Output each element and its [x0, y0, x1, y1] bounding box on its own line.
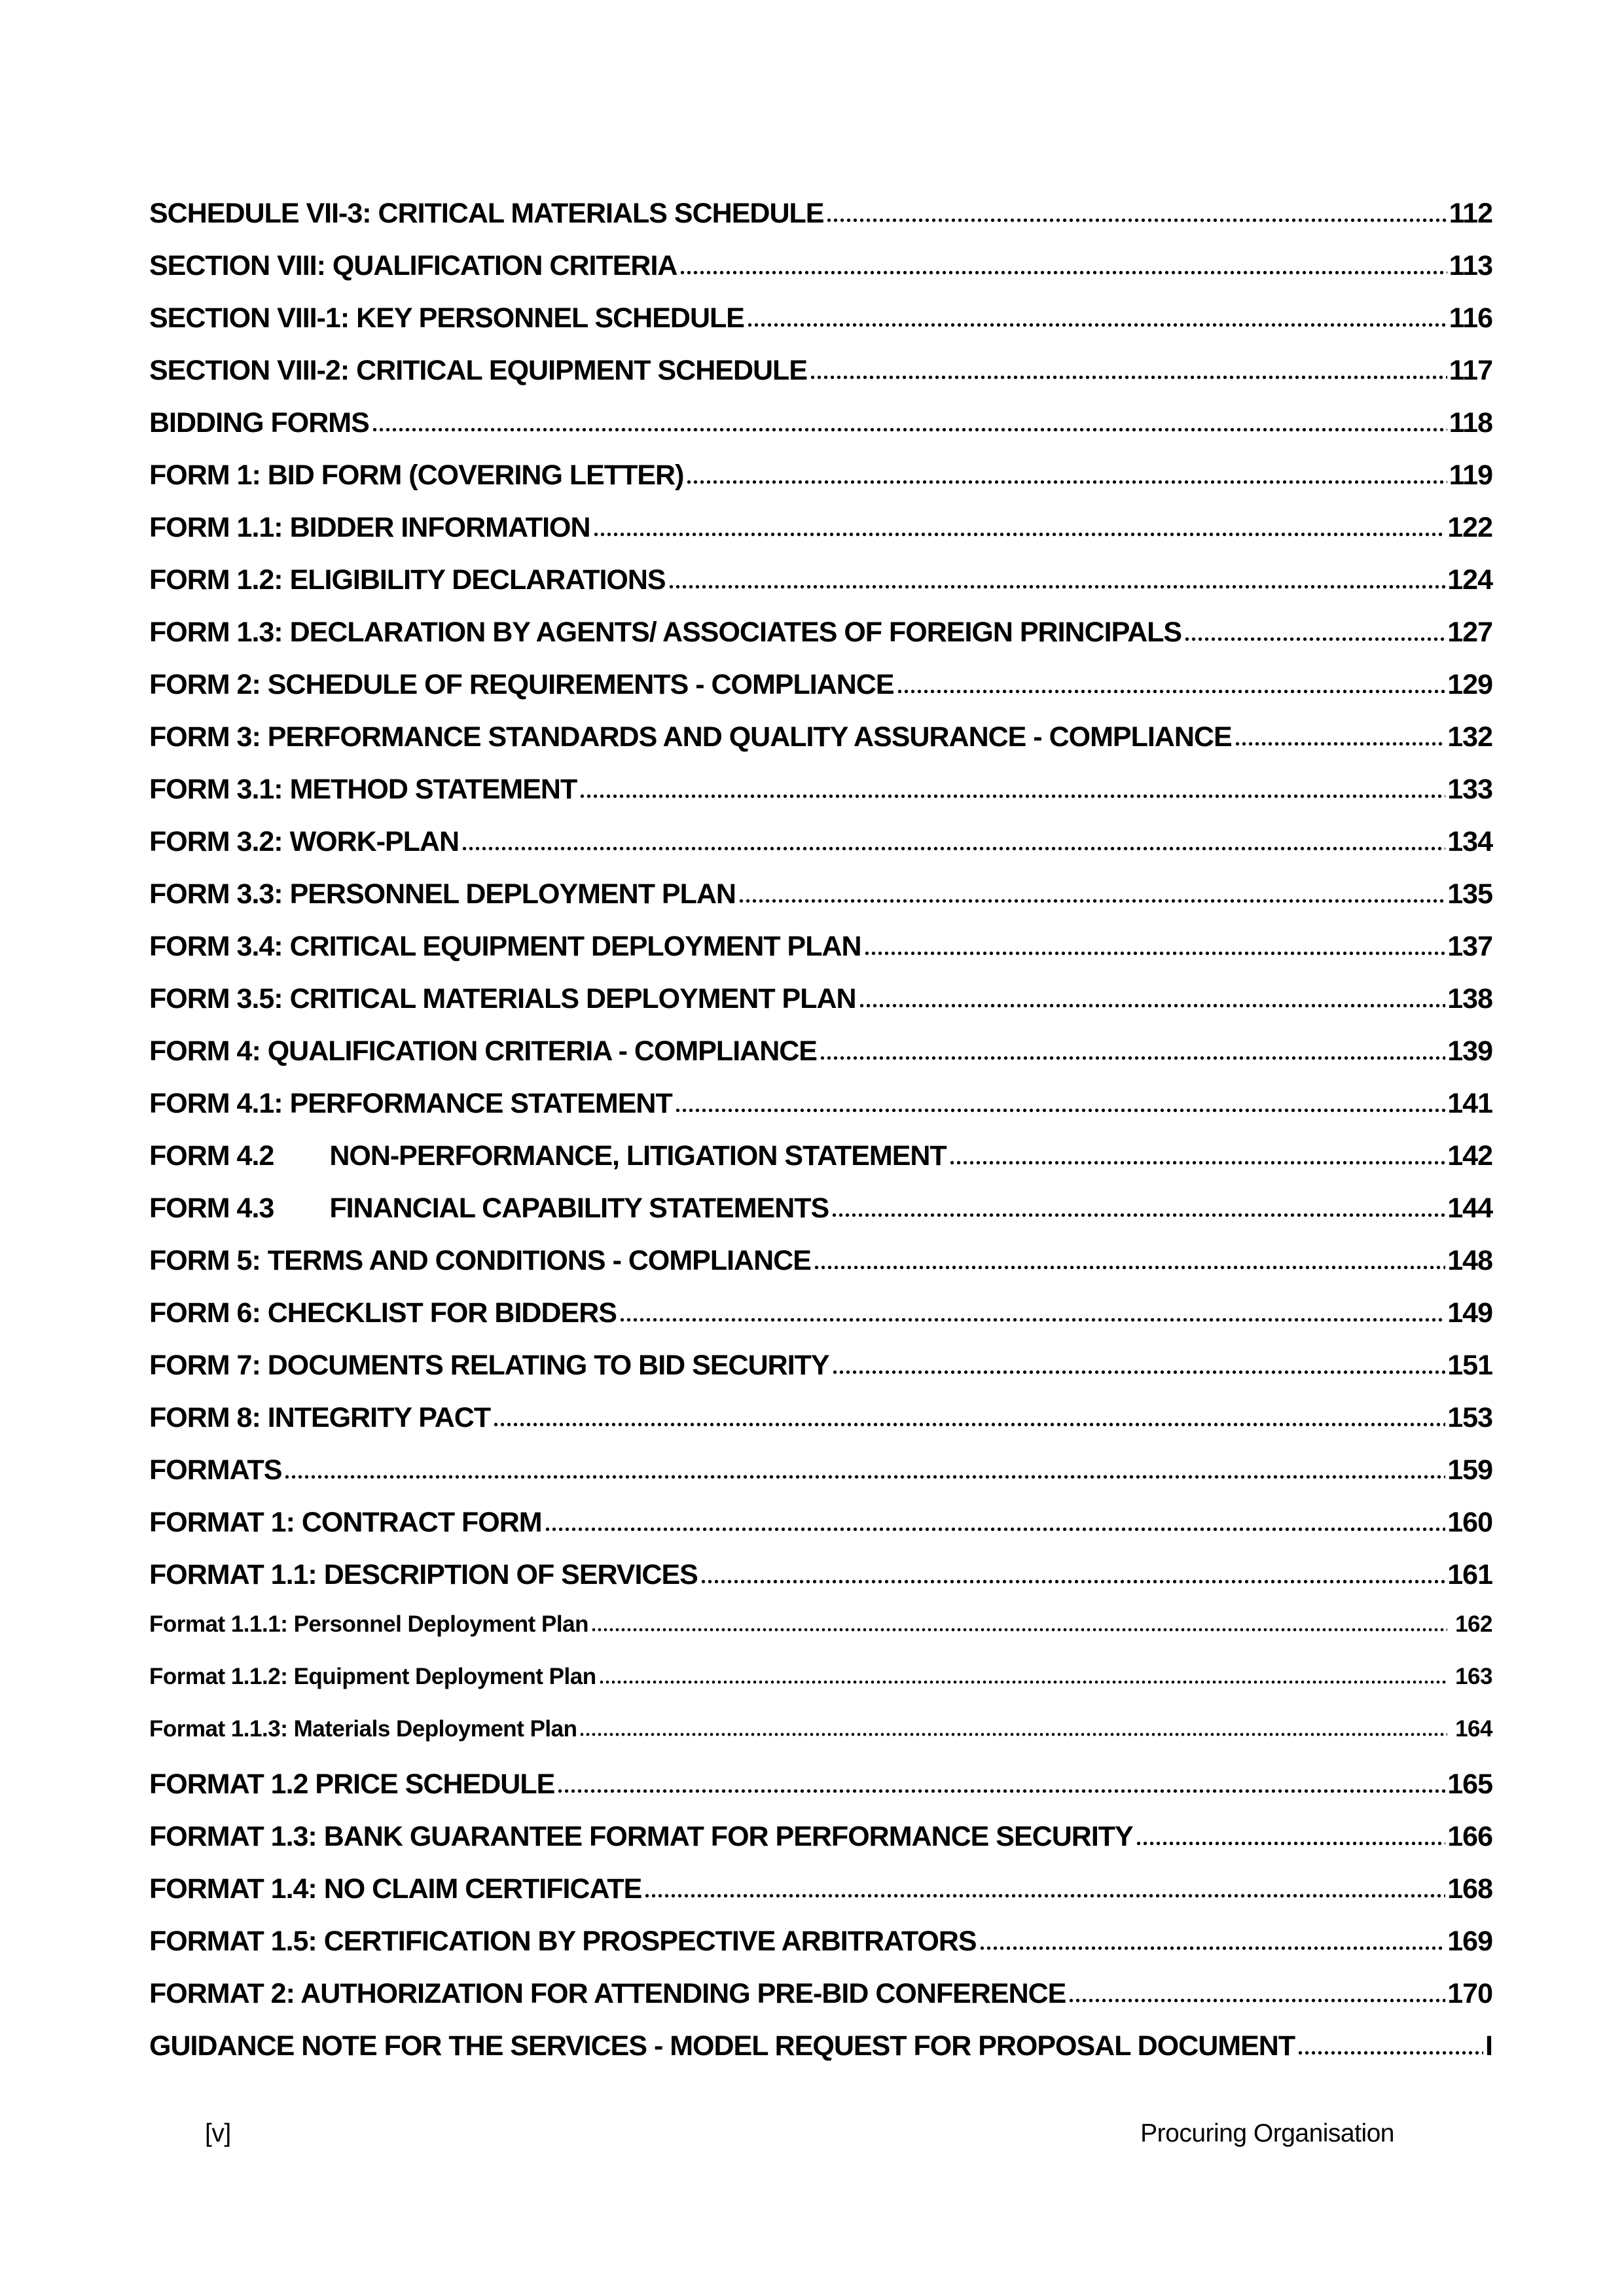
- toc-page-number: 134: [1447, 826, 1492, 857]
- toc-entry-title: FORM 4.2: [149, 1140, 274, 1172]
- toc-entry: [149, 982, 1492, 1016]
- toc-page-number: 112: [1449, 198, 1492, 229]
- toc-entry: [149, 825, 1492, 859]
- dot-leader: [620, 1318, 1445, 1322]
- toc-entry: [149, 511, 1492, 545]
- toc-entry-title: FORM 1.1: BIDDER INFORMATION: [149, 512, 590, 543]
- toc-entry-title: FORM 6: CHECKLIST FOR BIDDERS: [149, 1297, 617, 1329]
- toc-entry: [149, 2029, 1492, 2063]
- toc-entry-title: FORM 3.1: METHOD STATEMENT: [149, 774, 577, 805]
- dot-leader: [669, 584, 1446, 589]
- toc-page-number: 162: [1455, 1611, 1492, 1637]
- dot-leader: [1069, 1998, 1445, 2003]
- dot-leader: [285, 1475, 1445, 1479]
- toc-page-number: 170: [1447, 1978, 1492, 2009]
- toc-entry: [149, 720, 1492, 754]
- toc-entry: [149, 563, 1492, 597]
- toc-page-number: 164: [1455, 1716, 1492, 1742]
- dot-leader: [645, 1893, 1445, 1898]
- dot-leader: [687, 480, 1447, 484]
- toc-page-number: I: [1485, 2030, 1492, 2062]
- toc-page-number: 135: [1447, 878, 1492, 910]
- toc-entry: [149, 1610, 1492, 1639]
- dot-leader: [676, 1108, 1446, 1113]
- toc-page-number: 127: [1447, 617, 1492, 648]
- toc-page-number: 144: [1447, 1193, 1492, 1224]
- dot-leader: [592, 1628, 1447, 1632]
- toc-entry: [149, 1767, 1492, 1801]
- toc-entry-title: BIDDING FORMS: [149, 407, 369, 439]
- toc-page-number: 141: [1447, 1088, 1492, 1119]
- toc-entry-title: FORMAT 2: AUTHORIZATION FOR ATTENDING PRE-BID CONFERENCE: [149, 1978, 1066, 2009]
- toc-page-number: 165: [1447, 1768, 1492, 1800]
- toc-entry: [149, 1086, 1492, 1121]
- dot-leader: [832, 1213, 1445, 1217]
- dot-leader: [1298, 2051, 1483, 2055]
- toc-entry-title: SECTION VIII-1: KEY PERSONNEL SCHEDULE: [149, 302, 744, 334]
- toc-entry: [149, 249, 1492, 283]
- toc-page-number: 159: [1447, 1454, 1492, 1486]
- toc-entry-title: FORM 1: BID FORM (COVERING LETTER): [149, 459, 684, 491]
- page-footer: [205, 2119, 1394, 2148]
- toc-entry-title: FORM 2: SCHEDULE OF REQUIREMENTS - COMPLIANCE: [149, 669, 894, 700]
- dot-leader: [558, 1789, 1445, 1793]
- toc-page-number: 148: [1447, 1245, 1492, 1276]
- toc-entry-title-continued: FINANCIAL CAPABILITY STATEMENTS: [329, 1193, 829, 1224]
- dot-leader: [980, 1946, 1446, 1950]
- dot-leader: [580, 794, 1445, 798]
- toc-page-number: 139: [1447, 1035, 1492, 1067]
- toc-entry-title: FORM 1.2: ELIGIBILITY DECLARATIONS: [149, 564, 666, 596]
- toc-entry: [149, 1401, 1492, 1435]
- toc-entry-title-continued: NON-PERFORMANCE, LITIGATION STATEMENT: [329, 1140, 947, 1172]
- toc-page-number: 138: [1447, 983, 1492, 1014]
- toc-entry-title: FORMAT 1.3: BANK GUARANTEE FORMAT FOR PERFORMANCE SECURITY: [149, 1821, 1133, 1852]
- toc-entry: [149, 1715, 1492, 1744]
- dot-leader: [600, 1680, 1448, 1684]
- footer-page-number: [v]: [205, 2119, 231, 2147]
- toc-entry-title: FORM 4: QUALIFICATION CRITERIA - COMPLIANCE: [149, 1035, 817, 1067]
- toc-entry: [149, 1453, 1492, 1487]
- table-of-contents: [149, 196, 1492, 2081]
- toc-entry-title: SECTION VIII: QUALIFICATION CRITERIA: [149, 250, 677, 281]
- toc-entry: [149, 668, 1492, 702]
- toc-entry: [149, 1558, 1492, 1592]
- dot-leader: [814, 1265, 1445, 1270]
- toc-entry-title: FORM 8: INTEGRITY PACT: [149, 1402, 491, 1433]
- toc-entry: [149, 458, 1492, 492]
- toc-entry: [149, 1244, 1492, 1278]
- dot-leader: [545, 1527, 1446, 1532]
- toc-entry-title: Format 1.1.2: Equipment Deployment Plan: [149, 1664, 596, 1689]
- toc-entry-title: FORMAT 1.1: DESCRIPTION OF SERVICES: [149, 1559, 698, 1590]
- toc-entry: [149, 406, 1492, 440]
- dot-leader: [739, 899, 1445, 903]
- toc-entry-title: FORM 3.5: CRITICAL MATERIALS DEPLOYMENT PLAN: [149, 983, 856, 1014]
- toc-page-number: 169: [1447, 1926, 1492, 1957]
- toc-entry-title: FORM 4.1: PERFORMANCE STATEMENT: [149, 1088, 672, 1119]
- toc-entry: [149, 1820, 1492, 1854]
- toc-entry: [149, 1872, 1492, 1906]
- toc-entry-title: Format 1.1.3: Materials Deployment Plan: [149, 1716, 577, 1742]
- dot-leader: [950, 1160, 1446, 1165]
- toc-entry-title: FORM 5: TERMS AND CONDITIONS - COMPLIANCE: [149, 1245, 811, 1276]
- toc-entry-title: FORMAT 1.5: CERTIFICATION BY PROSPECTIVE ARBITRATORS: [149, 1926, 977, 1957]
- toc-entry: [149, 1034, 1492, 1068]
- dot-leader: [494, 1422, 1445, 1427]
- dot-leader: [701, 1579, 1445, 1584]
- dot-leader: [820, 1056, 1445, 1060]
- toc-entry: [149, 196, 1492, 230]
- footer-org-label: Procuring Organisation: [1140, 2119, 1394, 2147]
- toc-page-number: 116: [1449, 302, 1492, 334]
- toc-page-number: 137: [1447, 931, 1492, 962]
- toc-page-number: 161: [1447, 1559, 1492, 1590]
- toc-entry-title: FORM 7: DOCUMENTS RELATING TO BID SECURITY: [149, 1350, 829, 1381]
- toc-page-number: 119: [1449, 459, 1492, 491]
- dot-leader: [748, 323, 1447, 327]
- dot-leader: [1136, 1841, 1446, 1846]
- toc-entry-title: FORMAT 1.2 PRICE SCHEDULE: [149, 1768, 555, 1800]
- toc-entry: [149, 1505, 1492, 1539]
- toc-page-number: 160: [1447, 1507, 1492, 1538]
- toc-page-number: 117: [1449, 355, 1492, 386]
- toc-entry-title: FORM 3.3: PERSONNEL DEPLOYMENT PLAN: [149, 878, 736, 910]
- toc-entry: [149, 615, 1492, 649]
- toc-page-number: 122: [1447, 512, 1492, 543]
- dot-leader: [680, 270, 1447, 275]
- toc-page-number: 118: [1449, 407, 1492, 439]
- toc-entry-title: Format 1.1.1: Personnel Deployment Plan: [149, 1611, 588, 1637]
- toc-entry: [149, 877, 1492, 911]
- toc-entry: [149, 353, 1492, 387]
- toc-entry-title: FORM 3.2: WORK-PLAN: [149, 826, 460, 857]
- dot-leader: [859, 1003, 1446, 1008]
- dot-leader: [897, 689, 1446, 694]
- toc-entry-title: FORMAT 1: CONTRACT FORM: [149, 1507, 542, 1538]
- toc-entry: [149, 1296, 1492, 1330]
- toc-entry-title: FORM 3: PERFORMANCE STANDARDS AND QUALITY ASSURANCE - COMPLIANCE: [149, 721, 1232, 753]
- toc-entry: [149, 301, 1492, 335]
- toc-entry-title: FORMAT 1.4: NO CLAIM CERTIFICATE: [149, 1873, 642, 1905]
- toc-entry-title: SECTION VIII-2: CRITICAL EQUIPMENT SCHEDULE: [149, 355, 807, 386]
- toc-page-number: 124: [1447, 564, 1492, 596]
- toc-entry: [149, 772, 1492, 806]
- toc-entry: [149, 1662, 1492, 1691]
- toc-page-number: 163: [1455, 1664, 1492, 1689]
- toc-entry-title: FORM 3.4: CRITICAL EQUIPMENT DEPLOYMENT PLAN: [149, 931, 861, 962]
- toc-page-number: 133: [1447, 774, 1492, 805]
- dot-leader: [827, 218, 1447, 223]
- toc-page-number: 166: [1447, 1821, 1492, 1852]
- toc-entry-title: FORMATS: [149, 1454, 282, 1486]
- toc-entry-title: FORM 4.3: [149, 1193, 274, 1224]
- toc-page-number: 129: [1447, 669, 1492, 700]
- dot-leader: [372, 427, 1447, 432]
- dot-leader: [580, 1732, 1447, 1736]
- toc-entry-title: FORM 1.3: DECLARATION BY AGENTS/ ASSOCIATES OF FOREIGN PRINCIPALS: [149, 617, 1182, 648]
- toc-entry: [149, 929, 1492, 963]
- toc-page-number: 132: [1447, 721, 1492, 753]
- toc-page-number: 153: [1447, 1402, 1492, 1433]
- dot-leader: [833, 1370, 1446, 1374]
- dot-leader: [810, 375, 1447, 380]
- dot-leader: [462, 846, 1445, 851]
- toc-entry: [149, 1191, 1492, 1225]
- toc-entry: [149, 1139, 1492, 1173]
- toc-entry: [149, 1977, 1492, 2011]
- toc-entry: [149, 1924, 1492, 1958]
- dot-leader: [1235, 742, 1446, 746]
- dot-leader: [1185, 637, 1445, 641]
- toc-entry-title: SCHEDULE VII-3: CRITICAL MATERIALS SCHEDULE: [149, 198, 824, 229]
- toc-page-number: 151: [1447, 1350, 1492, 1381]
- toc-entry: [149, 1348, 1492, 1382]
- toc-page-number: 142: [1447, 1140, 1492, 1172]
- dot-leader: [865, 951, 1446, 956]
- toc-page-number: 113: [1449, 250, 1492, 281]
- toc-page-number: 149: [1447, 1297, 1492, 1329]
- toc-entry-title: GUIDANCE NOTE FOR THE SERVICES - MODEL REQUEST FOR PROPOSAL DOCUMENT: [149, 2030, 1295, 2062]
- dot-leader: [594, 532, 1446, 537]
- toc-page-number: 168: [1447, 1873, 1492, 1905]
